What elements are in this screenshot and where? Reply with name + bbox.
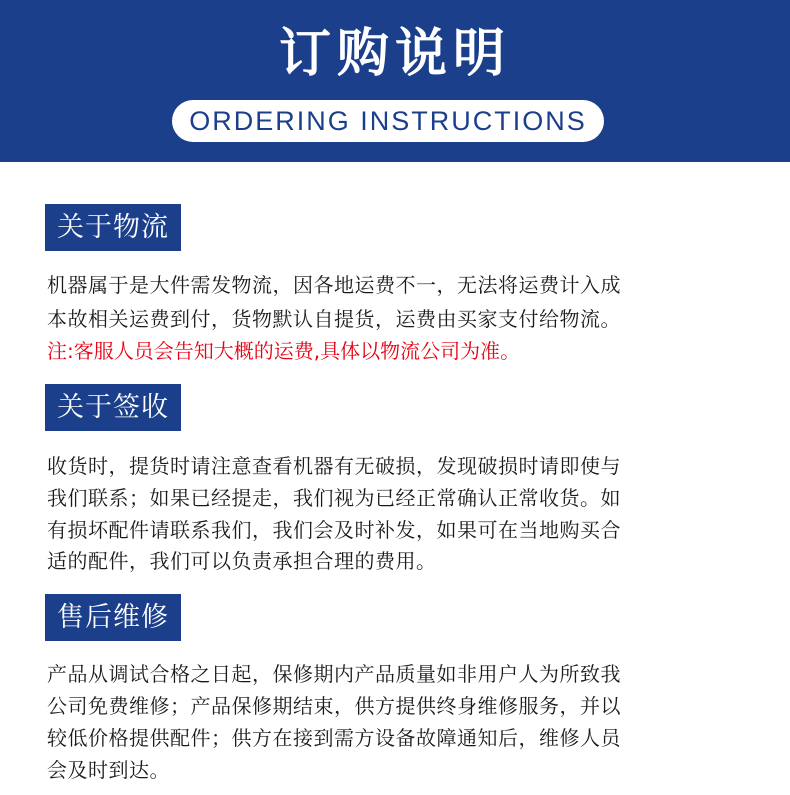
section-tag-after-sales: 售后维修 bbox=[45, 594, 181, 641]
receipt-line-1: 收货时，提货时请注意查看机器有无破损，发现破损时请即使与 bbox=[47, 454, 621, 478]
header-banner bbox=[0, 0, 790, 162]
receipt-line-2: 我们联系；如果已经提走，我们视为已经正常确认正常收货。如 bbox=[47, 486, 621, 510]
page-title: 订购说明 bbox=[278, 24, 511, 84]
page-subtitle: ORDERING INSTRUCTIONS bbox=[172, 100, 604, 142]
logistics-note: 注:客服人员会告知大概的运费,具体以物流公司为准。 bbox=[47, 339, 521, 363]
after-sales-line-4: 会及时到达。 bbox=[47, 758, 170, 782]
after-sales-line-1: 产品从调试合格之日起，保修期内产品质量如非用户人为所致我 bbox=[47, 662, 621, 686]
receipt-line-3: 有损坏配件请联系我们，我们会及时补发，如果可在当地购买合 bbox=[47, 518, 621, 542]
after-sales-line-2: 公司免费维修；产品保修期结束，供方提供终身维修服务，并以 bbox=[47, 694, 621, 718]
logistics-line-1: 机器属于是大件需发物流，因各地运费不一，无法将运费计入成 bbox=[47, 273, 621, 297]
after-sales-line-3: 较低价格提供配件；供方在接到需方设备故障通知后，维修人员 bbox=[47, 726, 621, 750]
receipt-line-4: 适的配件，我们可以负责承担合理的费用。 bbox=[47, 549, 437, 573]
logistics-line-2: 本故相关运费到付，货物默认自提货，运费由买家支付给物流。 bbox=[47, 307, 621, 331]
section-tag-logistics: 关于物流 bbox=[45, 204, 181, 251]
section-tag-receipt: 关于签收 bbox=[45, 384, 181, 431]
